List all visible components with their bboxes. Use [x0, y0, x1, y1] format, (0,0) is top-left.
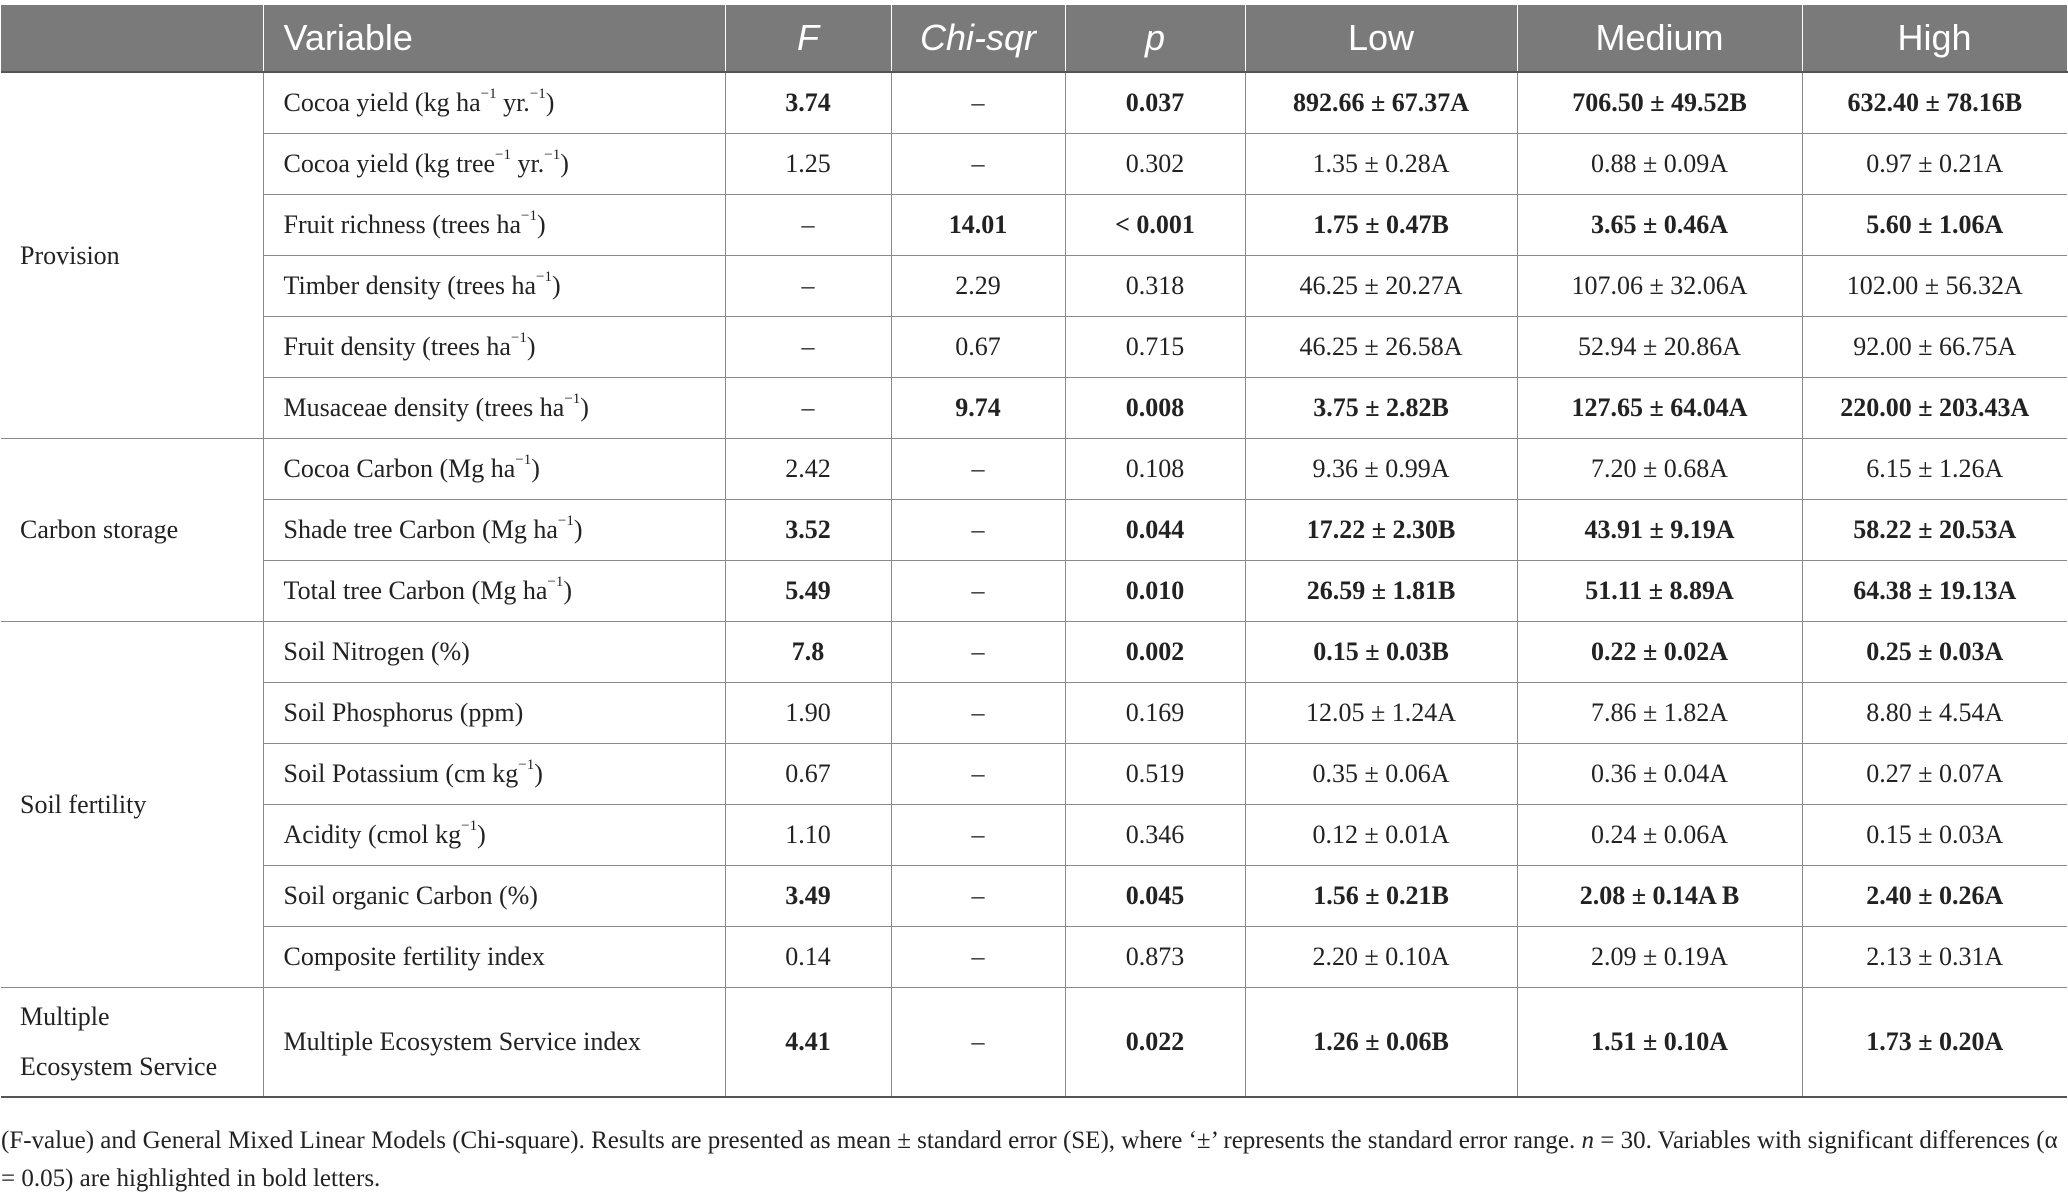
unit-exponent: −1 — [544, 147, 561, 163]
variable-text: Soil organic Carbon (%) — [283, 881, 538, 910]
group-label-text: Soil fertility — [20, 789, 147, 819]
variable-cell — [263, 317, 725, 378]
medium-cell: 7.20 ± 0.68A — [1517, 439, 1802, 500]
table-row — [1, 683, 2067, 744]
p-cell: 0.519 — [1065, 744, 1245, 805]
header-medium: Medium — [1517, 5, 1802, 72]
footnote-n: n — [1581, 1127, 1595, 1154]
variable-text: Soil Nitrogen (%) — [283, 637, 470, 666]
p-cell: 0.045 — [1065, 866, 1245, 927]
chi-sqr-cell: – — [891, 134, 1065, 195]
table-row — [1, 500, 2067, 561]
p-cell: 0.346 — [1065, 805, 1245, 866]
p-cell: 0.002 — [1065, 622, 1245, 683]
f-cell: 3.74 — [725, 72, 891, 134]
low-cell: 1.56 ± 0.21B — [1245, 866, 1517, 927]
chi-sqr-cell: – — [891, 561, 1065, 622]
unit-exponent: −1 — [547, 574, 564, 590]
unit-exponent: −1 — [518, 757, 535, 773]
variable-text: yr. — [511, 149, 545, 178]
chi-sqr-cell: – — [891, 72, 1065, 134]
variable-text: Acidity (cmol kg — [283, 820, 462, 849]
p-cell: 0.318 — [1065, 256, 1245, 317]
unit-exponent: −1 — [495, 147, 511, 163]
high-cell: 92.00 ± 66.75A — [1802, 317, 2067, 378]
unit-exponent: −1 — [510, 330, 527, 346]
f-cell: 2.42 — [725, 439, 891, 500]
high-cell: 2.40 ± 0.26A — [1802, 866, 2067, 927]
high-cell: 0.97 ± 0.21A — [1802, 134, 2067, 195]
high-cell: 64.38 ± 19.13A — [1802, 561, 2067, 622]
header-row — [1, 5, 2067, 72]
table-row — [1, 256, 2067, 317]
p-cell: 0.108 — [1065, 439, 1245, 500]
low-cell: 12.05 ± 1.24A — [1245, 683, 1517, 744]
table-row — [1, 317, 2067, 378]
chi-sqr-cell: 9.74 — [891, 378, 1065, 439]
f-cell: 1.25 — [725, 134, 891, 195]
low-cell: 2.20 ± 0.10A — [1245, 927, 1517, 988]
f-cell: 0.67 — [725, 744, 891, 805]
variable-cell — [263, 500, 725, 561]
f-cell: 1.10 — [725, 805, 891, 866]
table-row — [1, 439, 2067, 500]
variable-cell — [263, 439, 725, 500]
variable-text: ) — [551, 271, 561, 300]
table-row — [1, 378, 2067, 439]
medium-cell: 0.88 ± 0.09A — [1517, 134, 1802, 195]
medium-cell: 0.24 ± 0.06A — [1517, 805, 1802, 866]
chi-sqr-cell: – — [891, 988, 1065, 1098]
variable-text: ) — [537, 210, 546, 239]
medium-cell: 2.09 ± 0.19A — [1517, 927, 1802, 988]
variable-text: Soil Phosphorus (ppm) — [283, 698, 524, 727]
p-cell: < 0.001 — [1065, 195, 1245, 256]
f-cell: – — [725, 256, 891, 317]
chi-sqr-cell: – — [891, 866, 1065, 927]
f-cell: – — [725, 378, 891, 439]
variable-text: Shade tree Carbon (Mg ha — [283, 515, 558, 544]
f-cell: 4.41 — [725, 988, 891, 1098]
footnote-part1: (F-value) and General Mixed Linear Models (Chi-square). Results are presented as mean ± standard error (SE), where ‘±’ represents the standard error range. — [1, 1127, 1582, 1154]
results-table — [1, 5, 2068, 1098]
unit-exponent: −1 — [536, 269, 552, 285]
high-cell: 58.22 ± 20.53A — [1802, 500, 2067, 561]
variable-text: ) — [580, 393, 589, 422]
unit-exponent: −1 — [515, 452, 532, 468]
group-label-text: Provision — [20, 240, 120, 270]
chi-sqr-cell: – — [891, 622, 1065, 683]
table-row — [1, 805, 2067, 866]
medium-cell: 1.51 ± 0.10A — [1517, 988, 1802, 1098]
variable-text: ) — [526, 332, 536, 361]
group-label-line: Multiple — [20, 1002, 110, 1031]
high-cell: 102.00 ± 56.32A — [1802, 256, 2067, 317]
variable-text: ) — [560, 149, 569, 178]
chi-sqr-cell: – — [891, 805, 1065, 866]
low-cell: 1.35 ± 0.28A — [1245, 134, 1517, 195]
p-cell: 0.302 — [1065, 134, 1245, 195]
variable-cell — [263, 195, 725, 256]
variable-text: ) — [573, 515, 583, 544]
f-cell: 1.90 — [725, 683, 891, 744]
table-row — [1, 561, 2067, 622]
variable-cell — [263, 561, 725, 622]
variable-text: Soil Potassium (cm kg — [283, 759, 519, 788]
f-cell: 7.8 — [725, 622, 891, 683]
p-cell: 0.044 — [1065, 500, 1245, 561]
f-cell: – — [725, 195, 891, 256]
medium-cell: 0.36 ± 0.04A — [1517, 744, 1802, 805]
group-label-carbon — [1, 439, 263, 622]
p-cell: 0.008 — [1065, 378, 1245, 439]
header-group-blank — [1, 5, 263, 72]
chi-sqr-cell: – — [891, 744, 1065, 805]
low-cell: 26.59 ± 1.81B — [1245, 561, 1517, 622]
f-cell: – — [725, 317, 891, 378]
variable-text: Total tree Carbon (Mg ha — [283, 576, 548, 605]
table-row — [1, 927, 2067, 988]
f-cell: 3.52 — [725, 500, 891, 561]
low-cell: 1.75 ± 0.47B — [1245, 195, 1517, 256]
high-cell: 0.27 ± 0.07A — [1802, 744, 2067, 805]
medium-cell: 52.94 ± 20.86A — [1517, 317, 1802, 378]
variable-cell — [263, 927, 725, 988]
unit-exponent: −1 — [529, 86, 546, 102]
low-cell: 3.75 ± 2.82B — [1245, 378, 1517, 439]
unit-exponent: −1 — [521, 208, 538, 224]
variable-text: ) — [563, 576, 573, 605]
variable-text: ) — [534, 759, 543, 788]
variable-text: ) — [545, 88, 555, 117]
table-row — [1, 195, 2067, 256]
variable-text: Cocoa Carbon (Mg ha — [283, 454, 516, 483]
header-f: F — [725, 5, 891, 72]
f-cell: 5.49 — [725, 561, 891, 622]
variable-cell — [263, 72, 725, 134]
chi-sqr-cell: – — [891, 927, 1065, 988]
f-cell: 3.49 — [725, 866, 891, 927]
low-cell: 46.25 ± 20.27A — [1245, 256, 1517, 317]
low-cell: 0.15 ± 0.03B — [1245, 622, 1517, 683]
variable-text: Fruit richness (trees ha — [283, 210, 522, 239]
table-footnote — [1, 1122, 2061, 1198]
medium-cell: 127.65 ± 64.04A — [1517, 378, 1802, 439]
variable-text: ) — [531, 454, 540, 483]
high-cell: 6.15 ± 1.26A — [1802, 439, 2067, 500]
variable-cell — [263, 805, 725, 866]
variable-cell — [263, 683, 725, 744]
low-cell: 0.35 ± 0.06A — [1245, 744, 1517, 805]
chi-sqr-cell: 2.29 — [891, 256, 1065, 317]
variable-text: Musaceae density (trees ha — [283, 393, 565, 422]
high-cell: 5.60 ± 1.06A — [1802, 195, 2067, 256]
table-row — [1, 988, 2067, 1098]
group-label-soil — [1, 622, 263, 988]
variable-text: Multiple Ecosystem Service index — [283, 1027, 641, 1056]
high-cell: 632.40 ± 78.16B — [1802, 72, 2067, 134]
group-label-multiple-ecosystem-service — [1, 988, 263, 1098]
variable-cell — [263, 378, 725, 439]
footnote-part2: = 30. Variables with significant differences (α = 0.05) are highlighted in bold letters. — [1, 1127, 2058, 1192]
table-row — [1, 134, 2067, 195]
p-cell: 0.037 — [1065, 72, 1245, 134]
chi-sqr-cell: 0.67 — [891, 317, 1065, 378]
group-label-line: Ecosystem Service — [20, 1052, 218, 1081]
variable-text: Cocoa yield (kg ha — [283, 88, 481, 117]
unit-exponent: −1 — [564, 391, 581, 407]
low-cell: 17.22 ± 2.30B — [1245, 500, 1517, 561]
medium-cell: 3.65 ± 0.46A — [1517, 195, 1802, 256]
variable-text: ) — [477, 820, 486, 849]
low-cell: 0.12 ± 0.01A — [1245, 805, 1517, 866]
low-cell: 9.36 ± 0.99A — [1245, 439, 1517, 500]
table-row — [1, 866, 2067, 927]
f-cell: 0.14 — [725, 927, 891, 988]
medium-cell: 2.08 ± 0.14A B — [1517, 866, 1802, 927]
variable-text: Timber density (trees ha — [283, 271, 536, 300]
unit-exponent: −1 — [461, 818, 478, 834]
high-cell: 0.25 ± 0.03A — [1802, 622, 2067, 683]
chi-sqr-cell: – — [891, 439, 1065, 500]
p-cell: 0.010 — [1065, 561, 1245, 622]
variable-cell — [263, 256, 725, 317]
unit-exponent: −1 — [557, 513, 574, 529]
table-row — [1, 744, 2067, 805]
group-label-text: Carbon storage — [20, 515, 179, 544]
header-high: High — [1802, 5, 2067, 72]
high-cell: 0.15 ± 0.03A — [1802, 805, 2067, 866]
variable-text: yr. — [496, 88, 530, 117]
medium-cell: 51.11 ± 8.89A — [1517, 561, 1802, 622]
variable-cell — [263, 988, 725, 1098]
medium-cell: 107.06 ± 32.06A — [1517, 256, 1802, 317]
high-cell: 2.13 ± 0.31A — [1802, 927, 2067, 988]
table-row — [1, 622, 2067, 683]
header-p: p — [1065, 5, 1245, 72]
p-cell: 0.022 — [1065, 988, 1245, 1098]
high-cell: 1.73 ± 0.20A — [1802, 988, 2067, 1098]
medium-cell: 706.50 ± 49.52B — [1517, 72, 1802, 134]
table-row — [1, 72, 2067, 134]
low-cell: 892.66 ± 67.37A — [1245, 72, 1517, 134]
p-cell: 0.169 — [1065, 683, 1245, 744]
medium-cell: 7.86 ± 1.82A — [1517, 683, 1802, 744]
p-cell: 0.873 — [1065, 927, 1245, 988]
variable-cell — [263, 744, 725, 805]
variable-cell — [263, 134, 725, 195]
variable-cell — [263, 622, 725, 683]
header-low: Low — [1245, 5, 1517, 72]
chi-sqr-cell: – — [891, 500, 1065, 561]
high-cell: 220.00 ± 203.43A — [1802, 378, 2067, 439]
unit-exponent: −1 — [480, 86, 497, 102]
header-variable: Variable — [263, 5, 725, 72]
variable-text: Composite fertility index — [283, 942, 545, 971]
p-cell: 0.715 — [1065, 317, 1245, 378]
variable-text: Fruit density (trees ha — [283, 332, 511, 361]
variable-text: Cocoa yield (kg tree — [283, 149, 496, 178]
low-cell: 1.26 ± 0.06B — [1245, 988, 1517, 1098]
header-chi-sqr: Chi-sqr — [891, 5, 1065, 72]
group-label-provision — [1, 72, 263, 439]
chi-sqr-cell: 14.01 — [891, 195, 1065, 256]
variable-cell — [263, 866, 725, 927]
table-body — [1, 72, 2067, 1097]
medium-cell: 0.22 ± 0.02A — [1517, 622, 1802, 683]
high-cell: 8.80 ± 4.54A — [1802, 683, 2067, 744]
chi-sqr-cell: – — [891, 683, 1065, 744]
medium-cell: 43.91 ± 9.19A — [1517, 500, 1802, 561]
low-cell: 46.25 ± 26.58A — [1245, 317, 1517, 378]
